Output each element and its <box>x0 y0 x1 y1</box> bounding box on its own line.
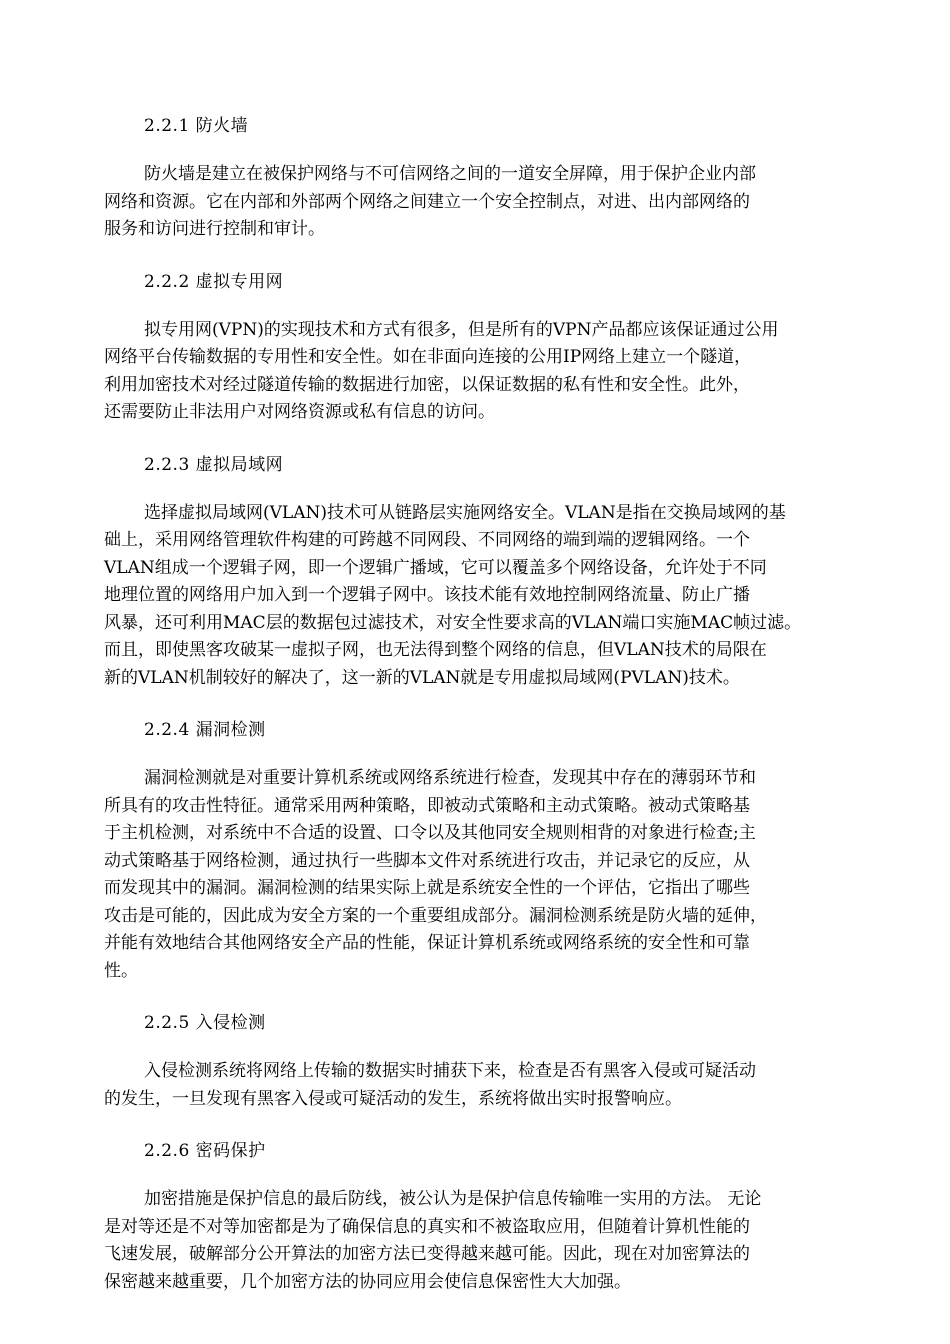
section-paragraph <box>104 1058 844 1113</box>
paragraph-line: 攻击是可能的，因此成为安全方案的一个重要组成部分。漏洞检测系统是防火墙的延伸， <box>104 905 767 926</box>
section-paragraph <box>104 161 844 244</box>
section-paragraph <box>104 765 844 985</box>
paragraph-line: 选择虚拟局域网(VLAN)技术可从链路层实施网络安全。VLAN是指在交换局域网的基 <box>144 502 786 523</box>
paragraph-line: 是对等还是不对等加密都是为了确保信息的真实和不被盗取应用，但随着计算机性能的 <box>104 1216 750 1237</box>
paragraph-line: 地理位置的网络用户加入到一个逻辑子网中。该技术能有效地控制网络流量、防止广播 <box>104 585 750 605</box>
section-vpn <box>104 268 844 427</box>
paragraph-line: 而发现其中的漏洞。漏洞检测的结果实际上就是系统安全性的一个评估，它指出了哪些 <box>104 878 750 898</box>
paragraph-line: 新的VLAN机制较好的解决了，这一新的VLAN就是专用虚拟局域网(PVLAN)技术。 <box>104 667 740 688</box>
paragraph-line: 保密越来越重要，几个加密方法的协同应用会使信息保密性大大加强。 <box>104 1271 631 1292</box>
section-heading: 2.2.3 虚拟局域网 <box>144 454 284 475</box>
paragraph-line: 还需要防止非法用户对网络资源或私有信息的访问。 <box>104 402 495 422</box>
paragraph-line: 网络平台传输数据的专用性和安全性。如在非面向连接的公用IP网络上建立一个隧道， <box>104 347 752 367</box>
paragraph-line: 服务和访问进行控制和审计。 <box>104 219 325 239</box>
section-paragraph <box>104 317 844 427</box>
paragraph-line: 入侵检测系统将网络上传输的数据实时捕获下来，检查是否有黑客入侵或可疑活动 <box>144 1061 756 1081</box>
section-firewall <box>104 112 844 244</box>
section-heading: 2.2.5 入侵检测 <box>144 1013 266 1033</box>
section-vlan <box>104 451 844 693</box>
section-vulnerability-detection <box>104 716 844 985</box>
paragraph-line: 防火墙是建立在被保护网络与不可信网络之间的一道安全屏障，用于保护企业内部 <box>144 164 756 184</box>
paragraph-line: 飞速发展，破解部分公开算法的加密方法已变得越来越可能。因此，现在对加密算法的 <box>104 1244 750 1264</box>
section-paragraph <box>104 500 844 693</box>
paragraph-line: 性。 <box>104 960 138 981</box>
section-heading: 2.2.1 防火墙 <box>144 116 249 136</box>
section-heading: 2.2.4 漏洞检测 <box>144 720 266 740</box>
paragraph-line: 拟专用网(VPN)的实现技术和方式有很多，但是所有的VPN产品都应该保证通过公用 <box>144 319 779 340</box>
paragraph-line: 的发生，一旦发现有黑客入侵或可疑活动的发生，系统将做出实时报警响应。 <box>104 1088 682 1109</box>
paragraph-line: 利用加密技术对经过隧道传输的数据进行加密，以保证数据的私有性和安全性。此外， <box>104 374 750 395</box>
paragraph-line: 风暴，还可利用MAC层的数据包过滤技术，对安全性要求高的VLAN端口实施MAC帧过滤。 <box>104 612 802 633</box>
paragraph-line: 础上，采用网络管理软件构建的可跨越不同网段、不同网络的端到端的逻辑网络。一个 <box>104 530 750 550</box>
paragraph-line: 加密措施是保护信息的最后防线，被公认为是保护信息传输唯一实用的方法。 无论 <box>144 1189 762 1209</box>
paragraph-line: VLAN组成一个逻辑子网，即一个逻辑广播域，它可以覆盖多个网络设备，允许处于不同 <box>104 557 767 578</box>
section-heading: 2.2.6 密码保护 <box>144 1141 266 1161</box>
paragraph-line: 所具有的攻击性特征。通常采用两种策略，即被动式策略和主动式策略。被动式策略基 <box>104 795 750 816</box>
section-password-protection <box>104 1137 844 1296</box>
section-paragraph <box>104 1186 844 1296</box>
paragraph-line: 动式策略基于网络检测，通过执行一些脚本文件对系统进行攻击，并记录它的反应，从 <box>104 850 750 871</box>
section-intrusion-detection <box>104 1009 844 1113</box>
paragraph-line: 漏洞检测就是对重要计算机系统或网络系统进行检查，发现其中存在的薄弱环节和 <box>144 768 756 788</box>
paragraph-line: 并能有效地结合其他网络安全产品的性能，保证计算机系统或网络系统的安全性和可靠 <box>104 933 750 953</box>
section-heading: 2.2.2 虚拟专用网 <box>144 271 284 292</box>
paragraph-line: 而且，即使黑客攻破某一虚拟子网，也无法得到整个网络的信息，但VLAN技术的局限在 <box>104 640 767 660</box>
paragraph-line: 网络和资源。它在内部和外部两个网络之间建立一个安全控制点，对进、出内部网络的 <box>104 191 750 212</box>
document-body <box>104 112 844 1320</box>
paragraph-line: 于主机检测，对系统中不合适的设置、口令以及其他同安全规则相背的对象进行检查;主 <box>104 823 756 843</box>
